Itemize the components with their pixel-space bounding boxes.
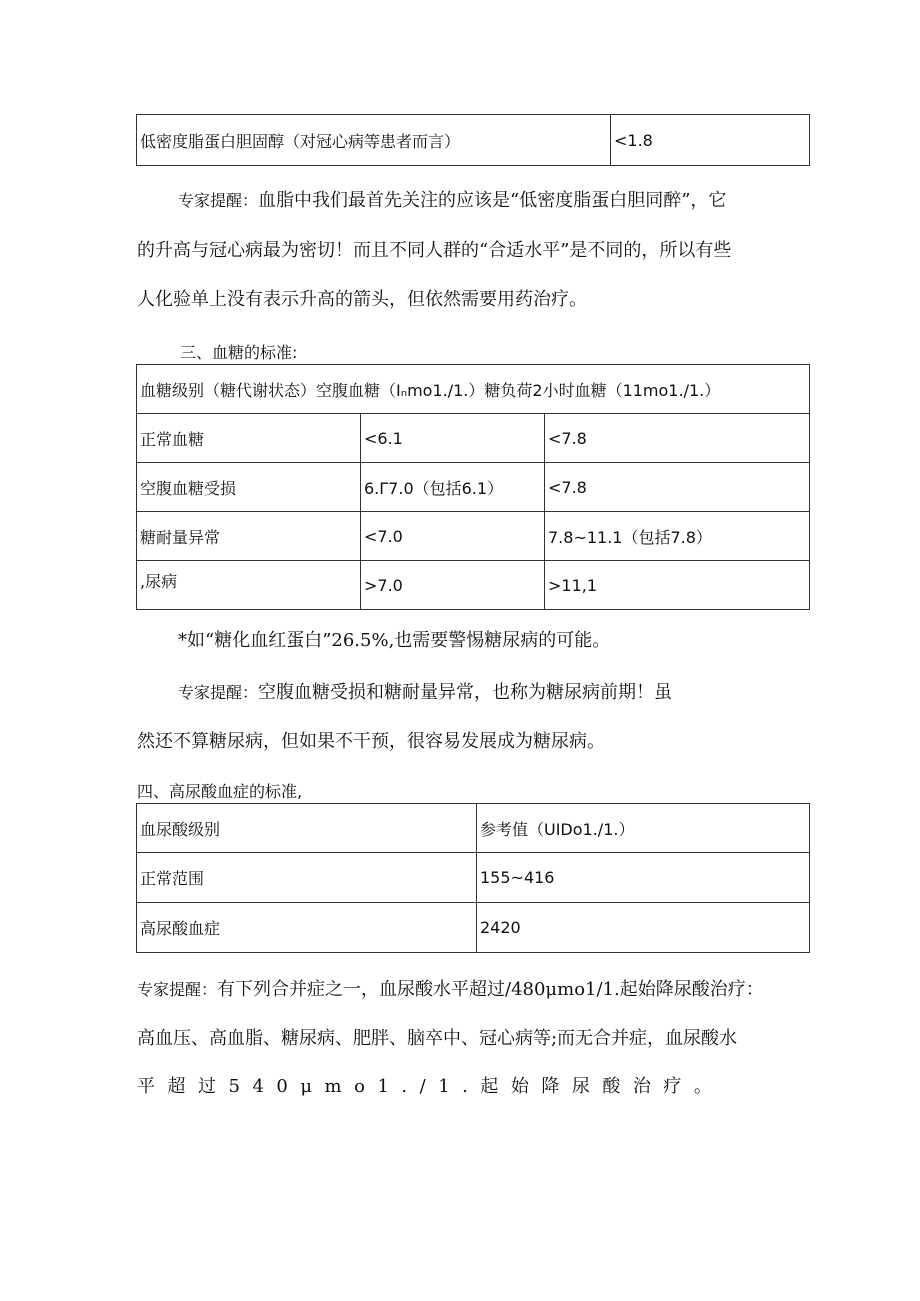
table-cell: 血尿酸级别 xyxy=(137,804,477,853)
expert-tip-lipid xyxy=(178,186,726,212)
table-cell: ,尿病 xyxy=(137,561,361,610)
table-cell: <7.0 xyxy=(361,512,545,561)
table-header-cell: 血糖级别（糖代谢状态）空腹血糖（Iₙmo1./1.）糖负荷2小时血糖（11mo1./1.） xyxy=(137,365,810,414)
tip-text: 高血压、高血脂、糖尿病、肥胖、脑卒中、冠心病等;而无合并症，血尿酸水 xyxy=(137,1028,738,1049)
table-cell: <7.8 xyxy=(545,414,810,463)
table-cell: >7.0 xyxy=(361,561,545,610)
table-cell: 正常血糖 xyxy=(137,414,361,463)
section-heading-uric-acid: 四、高尿酸血症的标准, xyxy=(137,782,303,801)
table-cell: 空腹血糖受损 xyxy=(137,463,361,512)
table-cell: 参考值（UIDo1./1.） xyxy=(477,804,810,853)
table-cell: 7.8~11.1（包括7.8） xyxy=(545,512,810,561)
section-heading-glucose: 三、血糖的标准: xyxy=(180,343,298,362)
tip-text: 人化验单上没有表示升高的箭头，但依然需要用药治疗。 xyxy=(137,289,587,310)
glucose-table xyxy=(136,364,810,610)
table-header-row xyxy=(137,365,810,414)
tip-text: 血脂中我们最首先关注的应该是“低密度脂蛋白胆同醉”，它 xyxy=(258,190,727,211)
table-cell: 高尿酸血症 xyxy=(137,903,477,953)
hba1c-note: *如“糖化血红蛋白”26.5%,也需要警惕糖尿病的可能。 xyxy=(178,630,611,651)
table-row xyxy=(137,115,810,166)
uric-acid-table xyxy=(136,803,810,953)
table-cell: <1.8 xyxy=(611,115,810,166)
table-cell: 155~416 xyxy=(477,853,810,903)
tip-label: 专家提醒： xyxy=(178,683,259,702)
table-row xyxy=(137,414,810,463)
table-cell: 6.Γ7.0（包括6.1） xyxy=(361,463,545,512)
ldl-table xyxy=(136,114,810,166)
tip-text: 然还不算糖尿病，但如果不干预，很容易发展成为糖尿病。 xyxy=(137,731,605,752)
table-cell: 低密度脂蛋白胆固醇（对冠心病等患者而言） xyxy=(137,115,611,166)
table-row xyxy=(137,903,810,953)
table-row xyxy=(137,804,810,853)
table-cell: <6.1 xyxy=(361,414,545,463)
table-row xyxy=(137,512,810,561)
table-cell: >11,1 xyxy=(545,561,810,610)
table-row xyxy=(137,463,810,512)
tip-label: 专家提醒： xyxy=(178,191,259,210)
tip-text: 的升高与冠心病最为密切！而且不同人群的“合适水平”是不同的，所以有些 xyxy=(137,240,732,261)
expert-tip-glucose xyxy=(178,678,672,704)
tip-text: 空腹血糖受损和糖耐量异常，也称为糖尿病前期！虽 xyxy=(258,682,673,703)
table-cell: 糖耐量异常 xyxy=(137,512,361,561)
tip-text: 有下列合并症之一，血尿酸水平超过/480μmo1/1.起始降尿酸治疗： xyxy=(217,979,764,1000)
table-cell: <7.8 xyxy=(545,463,810,512)
expert-tip-uric-acid xyxy=(137,975,764,1001)
table-cell: 2420 xyxy=(477,903,810,953)
table-row xyxy=(137,561,810,610)
tip-text: 平超过540μmo1./1.起始降尿酸治疗。 xyxy=(137,1076,725,1097)
table-cell: 正常范围 xyxy=(137,853,477,903)
tip-label: 专家提醒： xyxy=(137,980,218,999)
table-row xyxy=(137,853,810,903)
